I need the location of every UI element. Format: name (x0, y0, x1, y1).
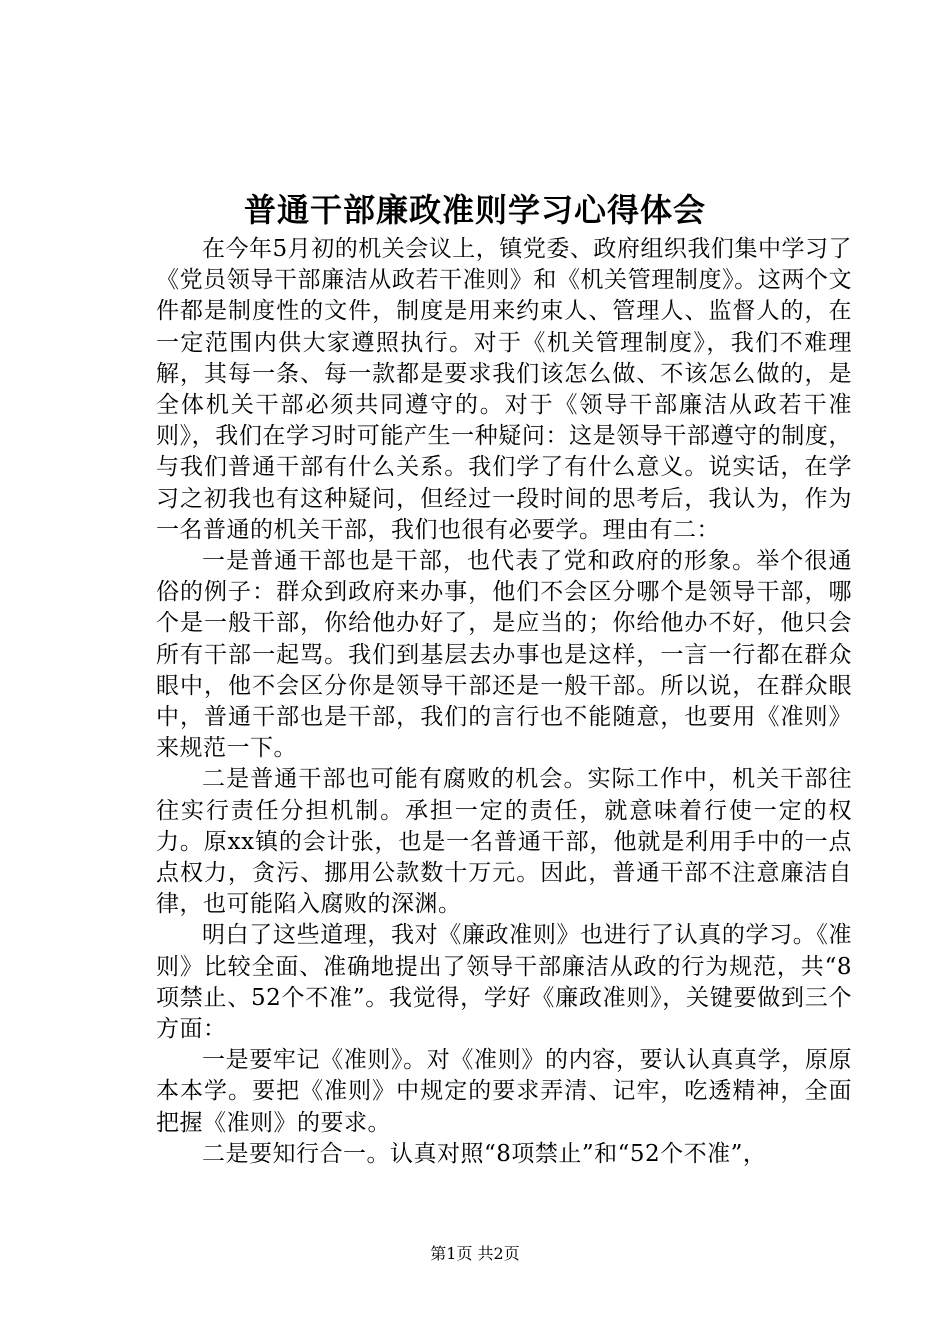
paragraph-3: 二是普通干部也可能有腐败的机会。实际工作中，机关干部往往实行责任分担机制。承担一定的责任，就意味着行使一定的权力。原xx镇的会计张，也是一名普通干部，他就是利用手中的一点点权力，贪污、挪用公款数十万元。因此，普通干部不注意廉洁自律，也可能陷入腐败的深渊。 (156, 766, 852, 918)
document-title: 普通干部廉政准则学习心得体会 (243, 191, 706, 229)
paragraph-1: 在今年5月初的机关会议上，镇党委、政府组织我们集中学习了《党员领导干部廉洁从政若干准则》和《机关管理制度》。这两个文件都是制度性的文件，制度是用来约束人、管理人、监督人的，在一定范围内供大家遵照执行。对于《机关管理制度》，我们不难理解，其每一条、每一款都是要求我们该怎么做、不该怎么做的，是全体机关干部必须共同遵守的。对于《领导干部廉洁从政若干准则》，我们在学习时可能产生一种疑问：这是领导干部遵守的制度，与我们普通干部有什么关系。我们学了有什么意义。说实话，在学习之初我也有这种疑问，但经过一段时间的思考后，我认为，作为一名普通的机关干部，我们也很有必要学。理由有二： (156, 236, 852, 543)
paragraph-2: 一是普通干部也是干部，也代表了党和政府的形象。举个很通俗的例子：群众到政府来办事，他们不会区分哪个是领导干部，哪个是一般干部，你给他办好了，是应当的；你给他办不好，他只会所有干部一起骂。我们到基层去办事也是这样，一言一行都在群众眼中，他不会区分你是领导干部还是一般干部。所以说，在群众眼中，普通干部也是干部，我们的言行也不能随意，也要用《准则》来规范一下。 (156, 548, 852, 762)
paragraph-6: 二是要知行合一。认真对照“8项禁止”和“52个不准”， (202, 1140, 767, 1167)
paragraph-5: 一是要牢记《准则》。对《准则》的内容，要认认真真学，原原本本学。要把《准则》中规定的要求弄清、记牢，吃透精神，全面把握《准则》的要求。 (156, 1047, 852, 1136)
page-number-footer: 第1页 共2页 (430, 1244, 520, 1263)
document-body (156, 234, 852, 1170)
paragraph-4: 明白了这些道理，我对《廉政准则》也进行了认真的学习。《准则》比较全面、准确地提出了领导干部廉洁从政的行为规范，共“8项禁止、52个不准”。我觉得，学好《廉政准则》，关键要做到三个方面： (156, 922, 852, 1043)
